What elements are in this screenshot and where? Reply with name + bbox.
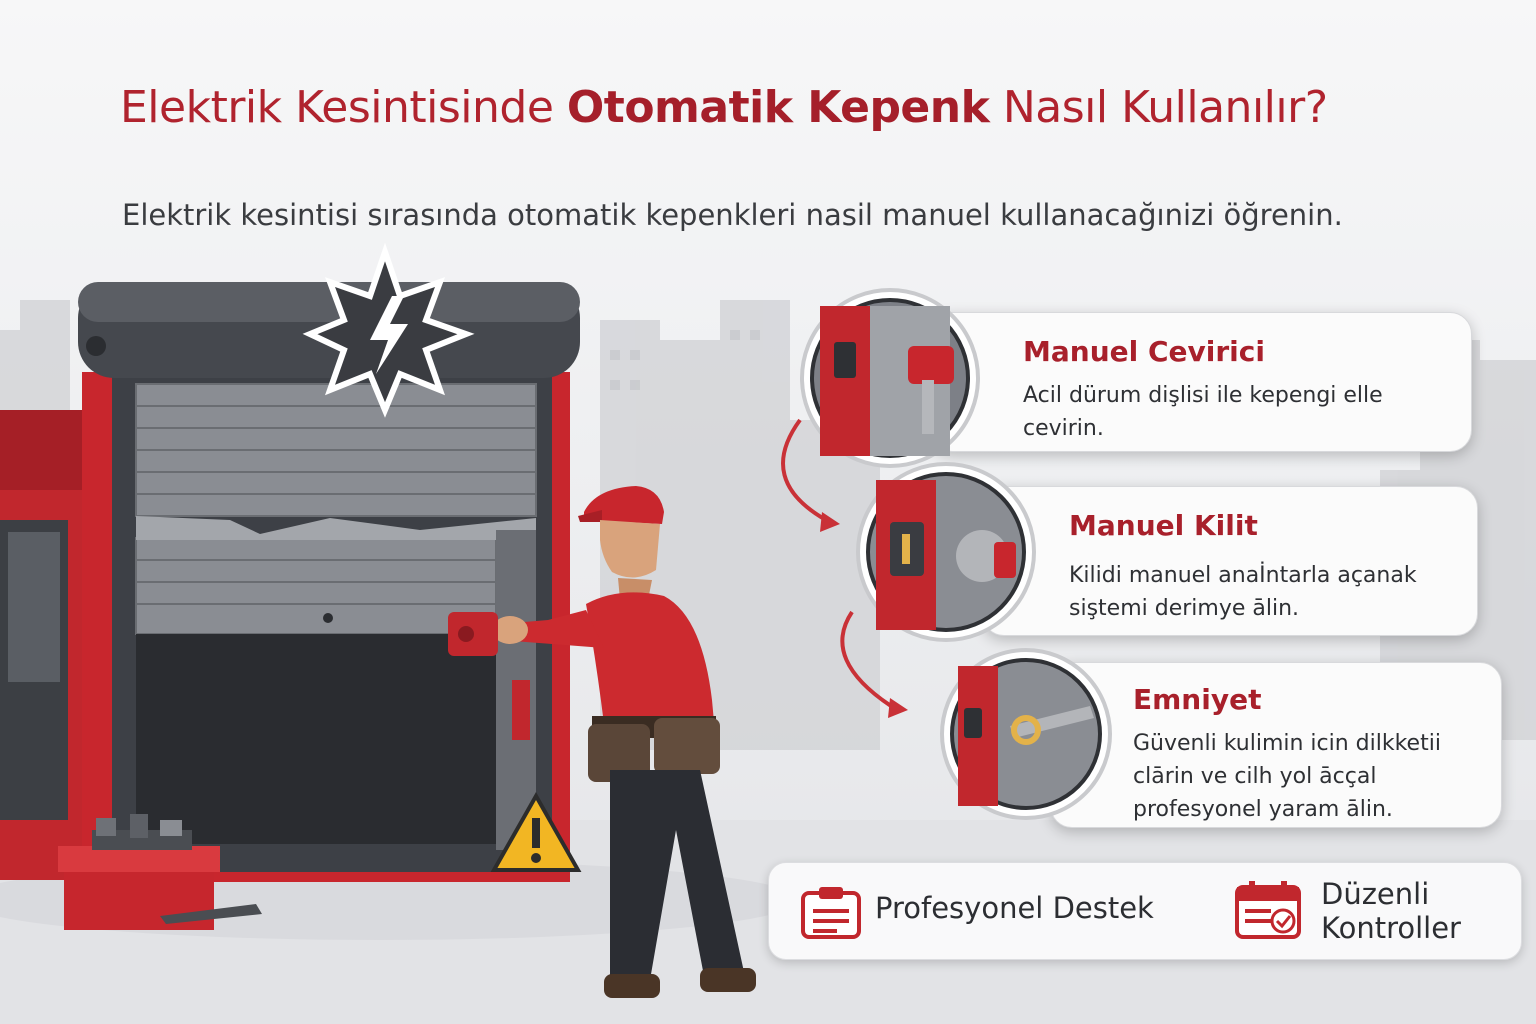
step-card-manuel-kilit [982, 486, 1478, 636]
wrench-icon [930, 646, 1130, 822]
calendar-check-icon [1233, 879, 1303, 941]
step-text: Acil dürum dişlisi ile kepengi elle cevirin. [1023, 383, 1383, 441]
page-title: Elektrik Kesintisinde Otomatik Kepenk Nasıl Kullanılır? [120, 82, 1328, 133]
step-title: Emniyet [1133, 683, 1262, 716]
step-text: Kilidi manuel anaİntarla açanak siştemi derimye ālin. [1069, 563, 1417, 621]
step-title: Manuel Kilit [1069, 509, 1258, 542]
step-title: Manuel Cevirici [1023, 335, 1265, 368]
step-text: Güvenli kulimin icin dilkketii clārin ve cilh yol ācçal profesyonel yaram ālin. [1133, 731, 1441, 822]
page-subtitle: Elektrik kesintisi sırasında otomatik kepenkleri nasil manuel kullanacağınizi öğrenin. [122, 198, 1343, 232]
clipboard-icon [799, 885, 863, 941]
features-bar [768, 862, 1522, 960]
crank-handle-icon [790, 286, 1000, 472]
step-card-manuel-cevirici [930, 312, 1472, 452]
lock-key-icon [846, 460, 1056, 646]
feature-label-profesyonel-destek: Profesyonel Destek [875, 891, 1154, 925]
feature-label-duzenli-kontroller: Düzenli Kontroller [1321, 877, 1461, 945]
